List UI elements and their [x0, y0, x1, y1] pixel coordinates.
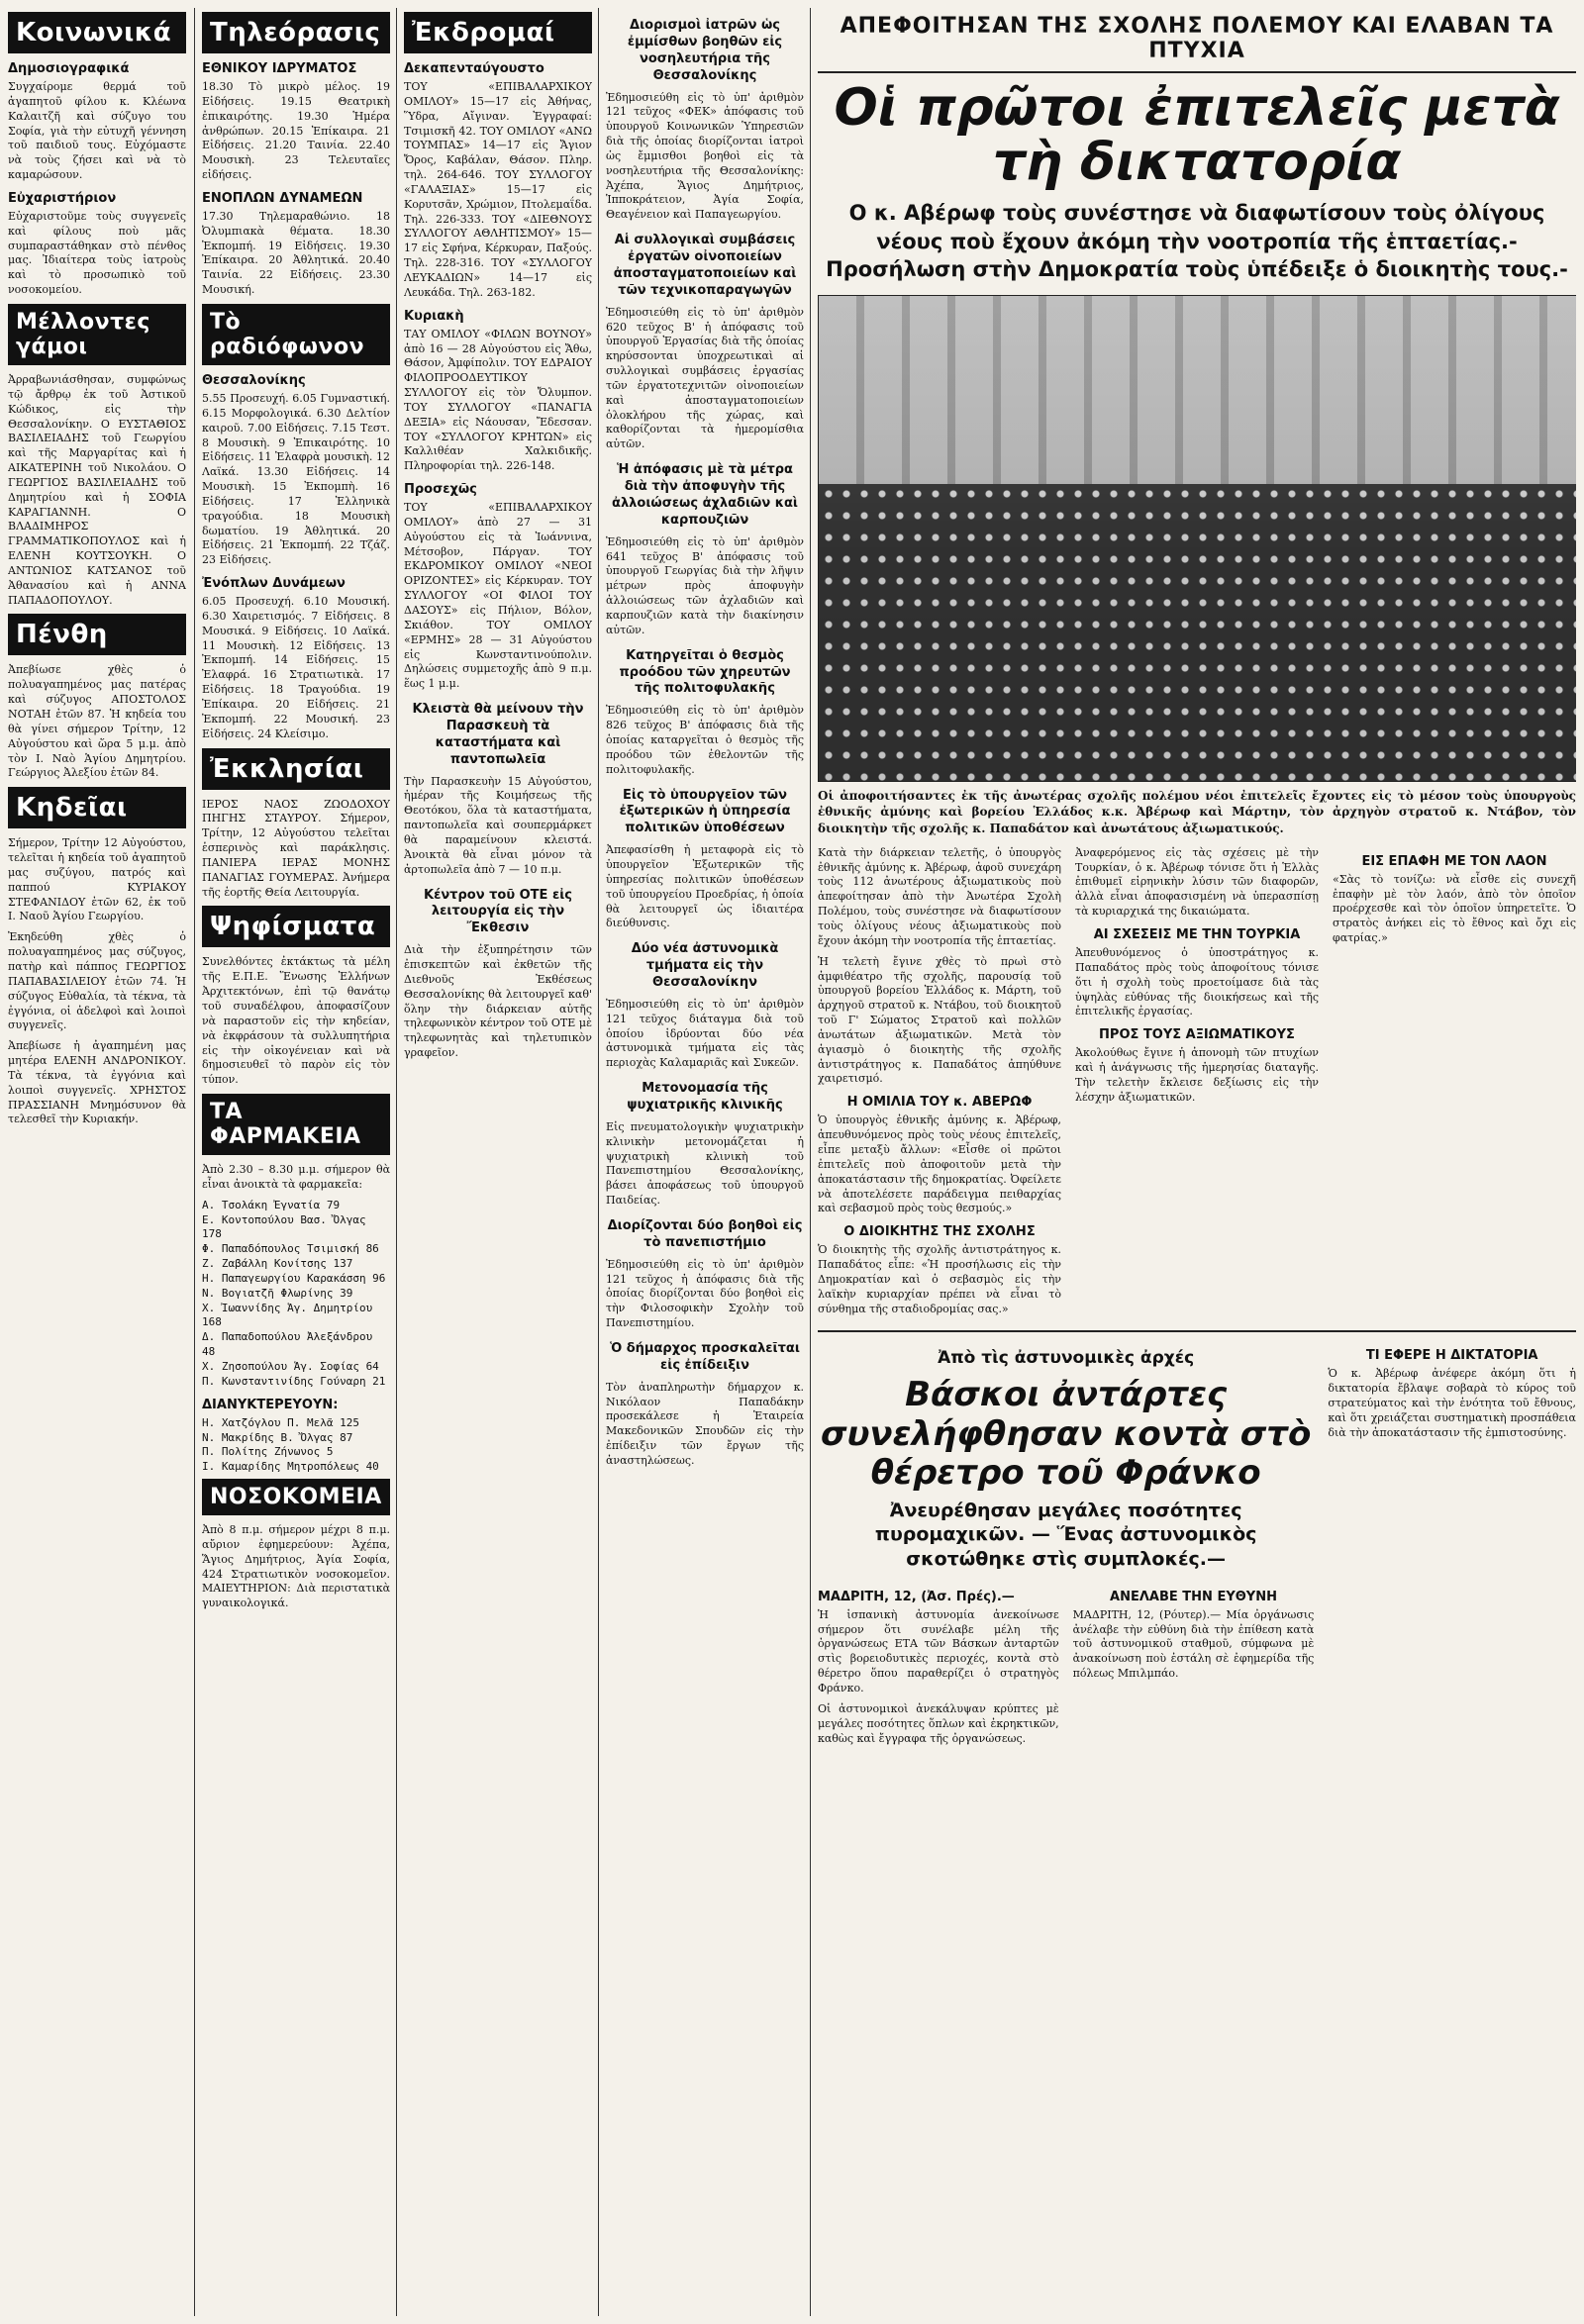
- subhead: Θεσσαλονίκης: [202, 372, 306, 388]
- subhead: Εὐχαριστήριον: [8, 190, 117, 206]
- article-headline: Ὁ δήμαρχος προσκαλεῖται εἰς ἐπίδειξιν: [610, 1340, 800, 1373]
- article-text: «Σὰς τὸ τονίζω: νὰ εἶσθε εἰς συνεχῆ ἐπαφὴν μὲ τὸν λαόν, ἀπὸ τὸν ὁποῖον προέρχεσθε καὶ τὸν ὁποῖον ὑπηρετεῖτε. Ὁ στρατὸς ἀνήκει εἰς τὸ ἔθνος καὶ ὄχι εἰς φατρίας.»: [1333, 872, 1576, 945]
- article-text: ΤΟΥ «ΕΠΙΒΑΛΑΡΧΙΚΟΥ ΟΜΙΛΟΥ» 15—17 εἰς Ἀθήνας, Ὕδρα, Αἴγιναν. Ἐγγραφαί: Τσιμισκῆ 42. ΤΟΥ ΟΜΙΛΟΥ «ΑΝΩ ΤΟΥΜΠΑΣ» 14—17 εἰς Ἄγιον Ὄρος, Καβάλαν, Θάσον. Πληρ. τηλ. 264-646. ΤΟΥ ΣΥΛΛΟΓΟΥ «ΓΑΛΑΞΙΑΣ» 15—17 εἰς Κορυτσᾶν, Χρώμιον, Πτολεμαΐδα. Τηλ. 226-333. ΤΟΥ «ΔΙΕΘΝΟΥΣ ΣΥΛΛΟΓΟΥ ΑΘΛΗΤΙΣΜΟΥ» 15—17 εἰς Σφήνα, Κέρκυραν, Παξούς. Τηλ. 228-316. ΤΟΥ «ΣΥΛΛΟΓΟΥ ΛΕΥΚΑΔΙΩΝ» 14—17 εἰς Λευκάδα. Τηλ. 263-182.: [404, 80, 592, 299]
- article-text: ΤΟΥ «ΕΠΙΒΑΛΑΡΧΙΚΟΥ ΟΜΙΛΟΥ» ἀπὸ 27 — 31 Αὐγούστου εἰς τὰ Ἰωάννινα, Μέτσοβον, Πάργαν. ΤΟΥ ΕΚΔΡΟΜΙΚΟΥ ΟΜΙΛΟΥ «ΝΕΟΙ ΟΡΙΖΟΝΤΕΣ» εἰς Κέρκυραν. ΤΟΥ ΣΥΛΛΟΓΟΥ «ΟΙ ΦΙΛΟΙ ΤΟΥ ΔΑΣΟΥΣ» εἰς Πήλιον, Βόλον, Σκιάθον. ΤΟΥ ΟΜΙΛΟΥ «ΕΡΜΗΣ» 28 — 31 Αὐγούστου εἰς Κωνσταντινούπολιν. Δηλώσεις συμμετοχῆς ἀπὸ 9 π.μ. ἕως 1 μ.μ.: [404, 501, 592, 691]
- article-headline: Κλειστὰ θὰ μείνουν τὴν Παρασκευὴ τὰ καταστήματα καὶ παντοπωλεῖα: [412, 702, 584, 767]
- article-text: Οἱ ἀστυνομικοὶ ἀνεκάλυψαν κρύπτες μὲ μεγάλες ποσότητες ὅπλων καὶ ἐκρηκτικῶν, καθὼς καὶ ἔγγραφα τῆς ὀργανώσεως.: [818, 1701, 1059, 1745]
- article-text: Ἐδημοσιεύθη εἰς τὸ ὑπ' ἀριθμὸν 121 τεῦχος «ΦΕΚ» ἀπόφασις τοῦ ὑπουργοῦ Κοινωνικῶν Ὑπηρεσιῶν διὰ τῆς ὁποίας διορίζονται ἰατροὶ ὡς ἔμμισθοι βοηθοὶ εἰς τὰ νοσηλευτήρια τῆς Θεσσαλονίκης: Ἀχέπα, Ἅγιος Δημήτριος, Ἱπποκράτειον, Ἀγία Σοφία, Θεαγένειον καὶ Παπαγεωργίου.: [606, 90, 804, 222]
- pharmacy-list-night: [202, 1416, 390, 1475]
- story-columns: [818, 846, 1576, 1323]
- section-title-mourning: Πένθη: [8, 614, 186, 655]
- pharmacy-entry: Χ. Ζησοπούλου Ἁγ. Σοφίας 64: [202, 1360, 379, 1373]
- section-title-social: Κοινωνικά: [8, 12, 186, 53]
- article-text: Ἐδημοσιεύθη εἰς τὸ ὑπ' ἀριθμὸν 121 τεῦχος ἡ ἀπόφασις διὰ τῆς ὁποίας διορίζονται δύο βοηθοὶ εἰς τὴν Φιλοσοφικὴν Σχολὴν τοῦ Πανεπιστημίου.: [606, 1257, 804, 1330]
- pharmacy-entry: Η. Παπαγεωργίου Καρακάσση 96: [202, 1271, 386, 1285]
- article-headline: Διορισμοὶ ἰατρῶν ὡς ἐμμίσθων βοηθῶν εἰς νοσηλευτήρια τῆς Θεσσαλονίκης: [627, 18, 783, 83]
- subhead: Προσεχῶς: [404, 482, 477, 498]
- column-trips: [404, 8, 592, 1067]
- article-text: Ἀπεβίωσε χθὲς ὁ πολυαγαπημένος μας πατέρας καὶ σύζυγος ΑΠΟΣΤΟΛΟΣ ΝΟΤΑΗ ἐτῶν 87. Ἡ κηδεία του θὰ γίνει σήμερον Τρίτην, 12 Αὐγούστου καὶ ὥρα 5 μ.μ. ἀπὸ τὸν Ι. Ναὸ Ἁγίου Δημητρίου. Γεώργιος Ἀλεξίου ἐτῶν 84.: [8, 663, 186, 780]
- main-headline: Οἱ πρῶτοι ἐπιτελεῖς μετὰ τὴ δικτατορία: [834, 78, 1560, 192]
- pharmacy-entry: Ε. Κοντοπούλου Βασ. Ὄλγας 178: [202, 1212, 366, 1241]
- article-text: 5.55 Προσευχή. 6.05 Γυμναστική. 6.15 Μορφολογικά. 6.30 Δελτίον καιροῦ. 7.00 Εἰδήσεις. 7.15 Τεστ. 8 Μουσικὴ. 9 Ἐπικαιρότης. 10 Εἰδήσεις. 11 Ἐλαφρὰ μουσικὴ. 12 Λαϊκά. 13.30 Εἰδήσεις. 14 Μουσικὴ. 15 Ἐκπομπὴ. 16 Εἰδήσεις. 17 Ἐλληνικὰ τραγούδια. 18 Μουσικὴ δωματίου. 19 Ἀθλητικά. 20 Εἰδήσεις. 21 Ἐκπομπή. 22 Τζάζ. 23 Εἰδήσεις.: [202, 391, 390, 567]
- article-text: Ἀπευθυνόμενος ὁ ὑποστράτηγος κ. Παπαδάτος πρὸς τοὺς ἀποφοίτους τόνισε ὅτι ἡ σχολὴ τοὺς προετοίμασε διὰ τὰς ὑψηλὰς εὐθύνας τῆς διοικήσεως καὶ τῆς ἐπιτελικῆς ἐργασίας.: [1075, 946, 1319, 1018]
- pharmacy-entry: Η. Χατζόγλου Π. Μελᾶ 125: [202, 1415, 359, 1429]
- column-social: [8, 8, 186, 1133]
- article-text: Σήμερον, Τρίτην 12 Αὐγούστου, τελεῖται ἡ κηδεία τοῦ ἀγαπητοῦ μας συζύγου, πατρός καὶ παππού ΚΥΡΙΑΚΟΥ ΣΤΕΦΑΝΙΔΟΥ ἐτῶν 62, ἐκ τοῦ Ι. Ναοῦ Ἁγίου Γεωργίου.: [8, 836, 186, 923]
- article-text: Τὴν Παρασκευὴν 15 Αὐγούστου, ἡμέραν τῆς Κοιμήσεως τῆς Θεοτόκου, ὅλα τὰ καταστήματα, παντοπωλεῖα καὶ σουπερμάρκετ θὰ παραμείνουν κλειστά. Ἀνοικτὰ θὰ εἶναι μόνον τὰ ἀρτοπωλεῖα ἀπὸ 7 — 10 π.μ.: [404, 774, 592, 876]
- divider: [818, 1330, 1576, 1332]
- subhead: Κυριακὴ: [404, 308, 464, 324]
- article-text: Ἀναφερόμενος εἰς τὰς σχέσεις μὲ τὴν Τουρκίαν, ὁ κ. Ἀβέρωφ τόνισε ὅτι ἡ Ἑλλὰς ἐπιθυμεῖ εἰρηνικὴν λύσιν τῶν διαφορῶν, ἀλλὰ εἶναι ἀποφασισμένη νὰ ὑπερασπίσῃ τὰ κυριαρχικά της δικαιώματα.: [1075, 845, 1319, 919]
- section-title-churches: Ἐκκλησίαι: [202, 748, 390, 790]
- article-headline: Ἡ ἀπόφασις μὲ τὰ μέτρα διὰ τὴν ἀποφυγὴν τῆς ἀλλοιώσεως ἀχλαδιῶν καὶ καρπουζιῶν: [612, 462, 798, 528]
- subhead: Δημοσιογραφικά: [8, 61, 130, 76]
- article-text: Ἐδημοσιεύθη εἰς τὸ ὑπ' ἀριθμὸν 826 τεῦχος Β' ἀπόφασις διὰ τῆς ὁποίας καταργεῖται ὁ θεσμὸς τῆς προόδου τῶν ἐθελοντῶν τῆς πολιτοφυλακῆς.: [606, 704, 804, 776]
- main-story: [818, 8, 1576, 1752]
- article-headline: Δύο νέα ἀστυνομικὰ τμήματα εἰς τὴν Θεσσαλονίκην: [631, 941, 779, 991]
- article-headline: Αἱ συλλογικαὶ συμβάσεις ἐργατῶν οἰνοποιείων ἀποσταγματοποιείων καὶ τῶν τεχνικοπαραγωγῶν: [613, 233, 797, 298]
- story-column-left: [818, 846, 1061, 1323]
- column-rule: [598, 8, 599, 2316]
- section-title-hospitals: ΝΟΣΟΚΟΜΕΙΑ: [202, 1479, 390, 1515]
- article-text: Εἰς πνευματολογικὴν ψυχιατρικὴν κλινικὴν μετονομάζεται ἡ ψυχιατρικὴ κλινικὴ τοῦ Πανεπιστημίου Θεσσαλονίκης, βάσει ἀποφάσεως τοῦ ὑπουργοῦ Παιδείας.: [606, 1119, 804, 1208]
- pharmacy-entry: Δ. Παπαδοπούλου Ἀλεξάνδρου 48: [202, 1330, 373, 1359]
- subhead: ΑΙ ΣΧΕΣΕΙΣ ΜΕ ΤΗΝ ΤΟΥΡΚΙΑ: [1093, 927, 1301, 942]
- pharmacy-entry: Π. Πολίτης Ζήνωνος 5: [202, 1445, 334, 1459]
- article-text: Τὸν ἀναπληρωτὴν δήμαρχον κ. Νικόλαον Παπαδάκην προσεκάλεσε ἡ Ἑταιρεία Μακεδονικῶν Σπουδῶν εἰς τὴν ἐπίδειξιν τῶν ἔργων τῆς ἀναστηλώσεως.: [606, 1380, 804, 1467]
- section-title-resolutions: Ψηφίσματα: [202, 906, 390, 947]
- basque-column-right: [1073, 1582, 1315, 1753]
- article-text: Ἀπεφασίσθη ἡ μεταφορὰ εἰς τὸ ὑπουργεῖον Ἐξωτερικῶν τῆς ὑπηρεσίας πολιτικῶν ὑποθέσεων τοῦ ὑπουργείου Προεδρίας, ἡ ὁποία θὰ λειτουργεῖ ὡς ἰδιαιτέρα διεύθυνσις.: [606, 843, 804, 930]
- basque-column-left: [818, 1582, 1059, 1753]
- article-text: Εὐχαριστοῦμε τοὺς συγγενεῖς καὶ φίλους ποὺ μᾶς συμπαραστάθηκαν στὸ πένθος μας. Ἰδιαίτερα τοὺς ἰατροὺς καὶ τὸ προσωπικὸ τοῦ νοσοκομείου.: [8, 209, 186, 297]
- pharmacy-entry: Ι. Καμαρίδης Μητροπόλεως 40: [202, 1460, 379, 1474]
- basque-story-main: [818, 1340, 1314, 1752]
- subhead: ΠΡΟΣ ΤΟΥΣ ΑΞΙΩΜΑΤΙΚΟΥΣ: [1099, 1027, 1295, 1043]
- article-headline: Κέντρον τοῦ ΟΤΕ εἰς λειτουργία εἰς τὴν Ἔκθεσιν: [424, 887, 572, 936]
- section-title-tv: Τηλεόρασις: [202, 12, 390, 53]
- article-text: Ἀπὸ 2.30 – 8.30 μ.μ. σήμερον θὰ εἶναι ἀνοικτὰ τὰ φαρμακεῖα:: [202, 1163, 390, 1191]
- graduates-photo: [818, 295, 1576, 782]
- pharmacy-entry: Χ. Ἰωαννίδης Ἁγ. Δημητρίου 168: [202, 1301, 373, 1329]
- article-text: Ἐδημοσιεύθη εἰς τὸ ὑπ' ἀριθμὸν 121 τεῦχος διάταγμα διὰ τοῦ ὁποίου ἱδρύονται δύο νέα ἀστυνομικὰ τμήματα εἰς τὰς περιοχὰς Καλαμαριᾶς καὶ Συκεῶν.: [606, 997, 804, 1070]
- subhead: ΤΙ ΕΦΕΡΕ Η ΔΙΚΤΑΤΟΡΙΑ: [1365, 1348, 1538, 1364]
- dictatorship-sidebar: [1328, 1340, 1576, 1752]
- article-headline: Κατηργεῖται ὁ θεσμὸς προόδου τῶν χηρευτῶν τῆς πολιτοφυλακῆς: [619, 647, 791, 697]
- article-text: 17.30 Τηλεμαραθώνιο. 18 Ὀλυμπιακὰ θέματα. 18.30 Ἐκπομπή. 19 Εἰδήσεις. 19.30 Ἐπίκαιρα. 20 Ἀθλητικά. 20.40 Ταινία. 22 Εἰδήσεις. 23.30 Μουσική.: [202, 209, 390, 297]
- article-text: 18.30 Τὸ μικρὸ μέλος. 19 Εἰδήσεις. 19.15 Θεατρικὴ ἐπικαιρότης. 19.30 Ἡμέρα ἀνθρώπων. 20.15 Ἐπίκαιρα. 21 Εἰδήσεις. 21.20 Ταινία. 22.40 Μουσικὴ. 23 Τελευταῖες εἰδήσεις.: [202, 80, 390, 182]
- article-text: 6.05 Προσευχή. 6.10 Μουσική. 6.30 Χαιρετισμός. 7 Εἰδήσεις. 8 Μουσικά. 9 Εἰδήσεις. 10 Λαϊκά. 11 Μουσικὴ. 12 Εἰδήσεις. 13 Ἐκπομπή. 14 Εἰδήσεις. 15 Ἐλαφρά. 16 Στρατιωτικὰ. 17 Εἰδήσεις. 18 Τραγούδια. 19 Ἐπίκαιρα. 20 Εἰδήσεις. 21 Ἐκπομπή. 22 Μουσική. 23 Εἰδήσεις. 24 Κλείσιμο.: [202, 595, 390, 740]
- story-column-right: [1333, 846, 1576, 1323]
- pharmacy-entry: Π. Κωνσταντινίδης Γούναρη 21: [202, 1374, 386, 1388]
- photo-caption: Οἱ ἀποφοιτήσαντες ἐκ τῆς ἀνωτέρας σχολῆς πολέμου νέοι ἐπιτελεῖς ἔχοντες εἰς τὸ μέσον τοὺς ὑπουργοὺς ἐθνικῆς ἀμύνης καὶ βορείου Ἑλλάδος κ.κ. Ἀβέρωφ καὶ Μάρτην, τὸν ἀρχηγὸν στρατοῦ κ. Ντάβον, τὸν διοικητὴν τῆς σχολῆς κ. Παπαδάτον καὶ ἀνωτάτους ἀξιωματικούς.: [818, 789, 1576, 835]
- basque-columns: [818, 1582, 1314, 1753]
- subhead: Ο ΔΙΟΙΚΗΤΗΣ ΤΗΣ ΣΧΟΛΗΣ: [843, 1224, 1036, 1240]
- basque-kicker: Ἀπὸ τὶς ἀστυνομικὲς ἀρχές: [938, 1348, 1195, 1369]
- subhead: ΕΝΟΠΛΩΝ ΔΥΝΑΜΕΩΝ: [202, 190, 363, 206]
- subhead: ΔΙΑΝΥΚΤΕΡΕΥΟΥΝ:: [202, 1397, 339, 1412]
- main-deck: Ο κ. Αβέρωφ τοὺς συνέστησε νὰ διαφωτίσουν τοὺς ὀλίγους νέους ποὺ ἔχουν ἀκόμη τὴν νοοτροπία τῆς ἑπταετίας.- Προσήλωση στὴν Δημοκρατία τοὺς ὑπέδειξε ὁ διοικητὴς τους.-: [826, 201, 1568, 281]
- article-text: Ἀρραβωνιάσθησαν, συμφώνως τῷ ἄρθρῳ ἐκ τοῦ Ἀστικοῦ Κώδικος, εἰς τὴν Θεσσαλονίκην. Ο ΕΥΣΤΑΘΙΟΣ ΒΑΣΙΛΕΙΑΔΗΣ τοῦ Γεωργίου καὶ τῆς Μαργαρίτας καὶ ἡ ΑΙΚΑΤΕΡΙΝΗ τοῦ Νικολάου. Ο ΓΕΩΡΓΙΟΣ ΒΑΣΙΛΕΙΑΔΗΣ τοῦ Δημητρίου καὶ ἡ ΣΟΦΙΑ ΚΑΡΑΓΙΑΝΝΗ. Ο ΒΛΑΔΙΜΗΡΟΣ ΓΡΑΜΜΑΤΙΚΟΠΟΥΛΟΣ καὶ ἡ ΕΛΕΝΗ ΚΟΥΤΣΟΥΚΗ. Ο ΑΝΤΩΝΙΟΣ ΚΑΤΣΑΝΟΣ τοῦ Ἀθανασίου καὶ ἡ ΑΝΝΑ ΠΑΠΑΔΟΠΟΥΛΟΥ.: [8, 372, 186, 607]
- pharmacy-entry: Ν. Βογιατζῆ Φλωρίνης 39: [202, 1286, 353, 1300]
- article-headline: Εἰς τὸ ὑπουργεῖον τῶν ἐξωτερικῶν ἡ ὑπηρεσία πολιτικῶν ὑποθέσεων: [619, 787, 791, 836]
- story-column-middle: [1075, 846, 1319, 1323]
- subhead: ΑΝΕΛΑΒΕ ΤΗΝ ΕΥΘΥΝΗ: [1110, 1589, 1277, 1604]
- article-text: Συγχαίρομε θερμά τοῦ ἀγαπητοῦ φίλου κ. Κλέωνα Καλαιτζῆ καὶ σύζυγο του Σοφία, γιὰ τὴν εὐτυχῆ γέννηση τοῦ παιδιοῦ τους. Εὐχόμαστε νὰ τοὺς ζήσει καὶ νὰ τὸ καμαρώσουν.: [8, 80, 186, 182]
- article-text: ΤΑΥ ΟΜΙΛΟΥ «ΦΙΛΩΝ ΒΟΥΝΟΥ» ἀπὸ 16 — 28 Αὐγούστου εἰς Ἄθω, Θάσον, Ἀμφίπολιν. ΤΟΥ ΕΔΡΑΙΟΥ ΦΙΛΟΠΡΟΟΔΕΥΤΙΚΟΥ ΣΥΛΛΟΓΟΥ εἰς τὸν Ὄλυμπον. ΤΟΥ ΣΥΛΛΟΓΟΥ «ΠΑΝΑΓΙΑ ΔΕΞΙΑ» εἰς Νάουσαν, Ἔδεσσαν. ΤΟΥ «ΣΥΛΛΟΓΟΥ ΚΡΗΤΩΝ» εἰς Καλλιθέαν Χαλκιδικῆς. Πληροφορίαι τηλ. 226-148.: [404, 327, 592, 473]
- article-text: Ὁ ὑπουργὸς ἐθνικῆς ἀμύνης κ. Ἀβέρωφ, ἀπευθυνόμενος πρὸς τοὺς νέους ἐπιτελεῖς, εἶπε μεταξὺ ἄλλων: «Εἶσθε οἱ πρῶτοι ἐπιτελεῖς ποὺ ἀποφοιτοῦν μετὰ τὴν ἀποκατάστασιν τῆς δημοκρατίας. Ὀφείλετε νὰ ἀποτελέσετε παράδειγμα πειθαρχίας καὶ σεβασμοῦ πρὸς τοὺς θεσμούς.»: [818, 1114, 1061, 1215]
- article-text: Ὁ διοικητὴς τῆς σχολῆς ἀντιστράτηγος κ. Παπαδάτος εἶπε: «Ἡ προσήλωσις εἰς τὴν Δημοκρατίαν καὶ ὁ σεβασμὸς εἰς τὴν λαϊκὴν κυριαρχίαν πρέπει νὰ εἶναι τὸ σύνθημα τῆς σταδιοδρομίας σας.»: [818, 1243, 1061, 1315]
- article-text: Ἀκολούθως ἔγινε ἡ ἀπονομὴ τῶν πτυχίων καὶ ἡ ἀνάγνωσις τῆς ἡμερησίας διαταγῆς. Τὴν τελετὴν ἔκλεισε δεξίωσις εἰς τὴν λέσχην ἀξιωματικῶν.: [1075, 1046, 1319, 1104]
- section-title-trips: Ἐκδρομαί: [404, 12, 592, 53]
- section-title-future-weddings: Μέλλοντες γάμοι: [8, 304, 186, 365]
- article-text: ΜΑΔΡΙΤΗ, 12, (Ρόυτερ).— Μία ὀργάνωσις ἀνέλαβε τὴν εὐθύνη διὰ τὴν ἐπίθεση κατὰ τοῦ ἀστυνομικοῦ σταθμοῦ, σύμφωνα μὲ ἀνακοίνωση ποὺ ἐστάλη σὲ ἐφημερίδα τῆς πόλεως Μπιλμπάο.: [1072, 1607, 1315, 1681]
- main-kicker: ΑΠΕΦΟΙΤΗΣΑΝ ΤΗΣ ΣΧΟΛΗΣ ΠΟΛΕΜΟΥ ΚΑΙ ΕΛΑΒΑΝ ΤΑ ΠΤΥΧΙΑ: [840, 14, 1554, 63]
- article-text: Διὰ τὴν ἐξυπηρέτησιν τῶν ἐπισκεπτῶν καὶ ἐκθετῶν τῆς Διεθνοῦς Ἐκθέσεως Θεσσαλονίκης θὰ λειτουργεῖ καθ' ὅλην τὴν διάρκειαν αὐτῆς τηλεφωνικὸν κέντρον τοῦ ΟΤΕ μὲ τηλεφωνητὰς καὶ τηλετυπικὸν γραφεῖον.: [404, 943, 592, 1060]
- column-official-notices: [606, 8, 804, 1475]
- article-headline: Διορίζονται δύο βοηθοὶ εἰς τὸ πανεπιστήμιο: [607, 1217, 803, 1250]
- subhead: Η ΟΜΙΛΙΑ ΤΟΥ κ. ΑΒΕΡΩΦ: [846, 1095, 1033, 1111]
- article-text: Ὁ κ. Ἀβέρωφ ἀνέφερε ἀκόμη ὅτι ἡ δικτατορία ἔβλαψε σοβαρὰ τὸ κύρος τοῦ στρατεύματος καὶ τὴν ἑνότητα τοῦ ἔθνους, καὶ ὅτι χρειάζεται συστηματικὴ προσπάθεια διὰ τὴν ἀποκατάστασιν τῆς ἐμπιστοσύνης.: [1328, 1367, 1576, 1439]
- section-title-radio: Τὸ ραδιόφωνον: [202, 304, 390, 365]
- section-title-funerals: Κηδεῖαι: [8, 787, 186, 828]
- pharmacy-entry: Α. Τσολάκη Ἐγνατία 79: [202, 1198, 341, 1211]
- basque-story: [818, 1340, 1576, 1752]
- pharmacy-entry: Φ. Παπαδόπουλος Τσιμισκή 86: [202, 1242, 379, 1256]
- photo-crowd: [819, 484, 1576, 781]
- article-text: Ἐδημοσιεύθη εἰς τὸ ὑπ' ἀριθμὸν 620 τεῦχος Β' ἡ ἀπόφασις τοῦ ὑπουργοῦ Ἐργασίας διὰ τῆς ὁποίας κηρύσσονται ὑποχρεωτικαὶ αἱ συλλογικαὶ συμβάσεις ἐργασίας τῶν ἐργατοτεχνιτῶν οἰνοποιείων καὶ ἀποσταγματοποιείων ὁλοκλήρου τῆς χώρας, καὶ καθορίζονται τὰ ἡμερομίσθια αὐτῶν.: [606, 305, 804, 451]
- article-text: Ἀπὸ 8 π.μ. σήμερον μέχρι 8 π.μ. αὔριον ἐφημερεύουν: Ἀχέπα, Ἅγιος Δημήτριος, Ἀγία Σοφία, 424 Στρατιωτικὸν νοσοκομεῖον. ΜΑΙΕΥΤΗΡΙΟΝ: Διὰ περιστατικὰ γυναικολογικά.: [202, 1523, 390, 1610]
- subhead: Ἐνόπλων Δυνάμεων: [202, 576, 346, 592]
- subhead: Δεκαπενταύγουστο: [404, 61, 544, 76]
- article-text: Κατὰ τὴν διάρκειαν τελετῆς, ὁ ὑπουργὸς ἐθνικῆς ἀμύνης κ. Ἀβέρωφ, ἀφοῦ συνεχάρη τοὺς 112 ἀνωτέρους ἀξιωματικοὺς ποὺ ἀπεφοίτησαν ἀπὸ τὴν Ἀνωτέρα Σχολὴ Πολέμου, τοὺς συνέστησε νὰ διαφωτίσουν τοὺς ὀλίγους νέους ἀξιωματικοὺς ποὺ ἔχουν ἀκόμη τὴν νοοτροπία τῆς ἑπταετίας.: [818, 845, 1061, 947]
- article-text: Συνελθόντες ἐκτάκτως τὰ μέλη τῆς Ε.Π.Ε. Ἕνωσης Ἐλλήνων Ἀρχιτεκτόνων, ἐπὶ τῷ θανάτῳ τοῦ συναδέλφου, ἀποφασίζουν νὰ παραστοῦν εἰς τὴν κηδείαν, νὰ ἐκφράσουν τὰ συλλυπητήρια εἰς τὴν οἰκογένειαν καὶ νὰ δημοσιευθεῖ τὸ παρὸν εἰς τὸν τύπον.: [202, 955, 390, 1087]
- article-text: Ἀπεβίωσε ἡ ἀγαπημένη μας μητέρα ΕΛΕΝΗ ΑΝΔΡΟΝΙΚΟΥ. Τὰ τέκνα, τὰ ἐγγόνια καὶ λοιποὶ συγγενεῖς. ΧΡΗΣΤΟΣ ΠΡΑΣΣΙΑΝΗ Μνημόσυνον θὰ τελεσθεῖ τὴν Κυριακήν.: [8, 1039, 186, 1126]
- pharmacy-list: [202, 1199, 390, 1390]
- column-rule: [396, 8, 397, 2316]
- article-text: Ἡ τελετὴ ἔγινε χθὲς τὸ πρωὶ στὸ ἀμφιθέατρο τῆς σχολῆς, παρουσίᾳ τοῦ ὑπουργοῦ βορείου Ἑλλάδος κ. Μάρτη, τοῦ ἀρχηγοῦ στρατοῦ κ. Ντάβου, τοῦ διοικητοῦ τοῦ Γ' Σώματος Στρατοῦ καὶ πολλῶν ἀνωτάτων ἀξιωματικῶν. Μετὰ τὸν ἁγιασμὸ ὁ διοικητὴς τῆς σχολῆς ἀντιστράτηγος κ. Παπαδάτος ἀπηύθυνε χαιρετισμό.: [818, 954, 1061, 1086]
- pharmacy-entry: Ζ. Ζαβάλλη Κονίτσης 137: [202, 1257, 353, 1271]
- article-text: Ἡ ἱσπανικὴ ἀστυνομία ἀνεκοίνωσε σήμερον ὅτι συνέλαβε μέλη τῆς ὀργανώσεως ΕΤΑ τῶν Βάσκων ἀνταρτῶν στὶς βορειοδυτικὲς περιοχές, κοντὰ στὸ θέρετρο ὅπου παραθερίζει ὁ στρατηγὸς Φράνκο.: [818, 1607, 1059, 1695]
- article-text: Ἐκηδεύθη χθὲς ὁ πολυαγαπημένος μας σύζυγος, πατὴρ καὶ πάππος ΓΕΩΡΓΙΟΣ ΠΑΠΑΒΑΣΙΛΕΙΟΥ ἐτῶν 74. Ἡ σύζυγος Εὐθαλία, τὰ τέκνα, τὰ ἐγγόνια, οἱ ἀδελφοὶ καὶ λοιποὶ συγγενεῖς.: [8, 930, 186, 1032]
- column-rule: [194, 8, 195, 2316]
- column-tv-radio: [202, 8, 390, 1617]
- article-text: ΙΕΡΟΣ ΝΑΟΣ ΖΩΟΔΟΧΟΥ ΠΗΓΗΣ ΣΤΑΥΡΟΥ. Σήμερον, Τρίτην, 12 Αὐγούστου τελεῖται ἑσπερινὸς καὶ παράκλησις. ΠΑΝΙΕΡΑ ΙΕΡΑΣ ΜΟΝΗΣ ΠΑΝΑΓΙΑΣ ΓΟΥΜΕΡΑΣ. Ἀνήμερα τῆς ἑορτῆς Θεία Λειτουργία.: [202, 797, 390, 899]
- subhead: ΕΘΝΙΚΟΥ ΙΔΡΥΜΑΤΟΣ: [202, 61, 357, 76]
- basque-headline: Βάσκοι ἀντάρτες συνελήφθησαν κοντὰ στὸ θέρετρο τοῦ Φράνκο: [820, 1375, 1312, 1493]
- basque-deck: Ἀνευρέθησαν μεγάλες ποσότητες πυρομαχικῶν. — Ἕνας ἀστυνομικὸς σκοτώθηκε στὶς συμπλοκές.—: [874, 1499, 1257, 1571]
- divider: [818, 71, 1576, 73]
- column-rule: [810, 8, 811, 2316]
- article-text: Ἐδημοσιεύθη εἰς τὸ ὑπ' ἀριθμὸν 641 τεῦχος Β' ἀπόφασις τοῦ ὑπουργοῦ Γεωργίας διὰ τὴν λῆψιν μέτρων πρὸς ἀποφυγὴν ἀλλοιώσεως τῶν ἀχλαδιῶν καὶ καρπουζιῶν κατὰ τὴν διακίνησιν αὐτῶν.: [606, 534, 804, 636]
- article-headline: Μετονομασία τῆς ψυχιατρικῆς κλινικῆς: [627, 1081, 783, 1114]
- section-title-pharmacies: ΤΑ ΦΑΡΜΑΚΕΙΑ: [202, 1094, 390, 1155]
- photo-building: [819, 296, 1576, 484]
- subhead: ΕΙΣ ΕΠΑΦΗ ΜΕ ΤΟΝ ΛΑΟΝ: [1361, 853, 1547, 869]
- dateline: ΜΑΔΡΙΤΗ, 12, (Ἀσ. Πρές).—: [818, 1589, 1015, 1604]
- pharmacy-entry: Ν. Μακρίδης Β. Ὄλγας 87: [202, 1430, 353, 1444]
